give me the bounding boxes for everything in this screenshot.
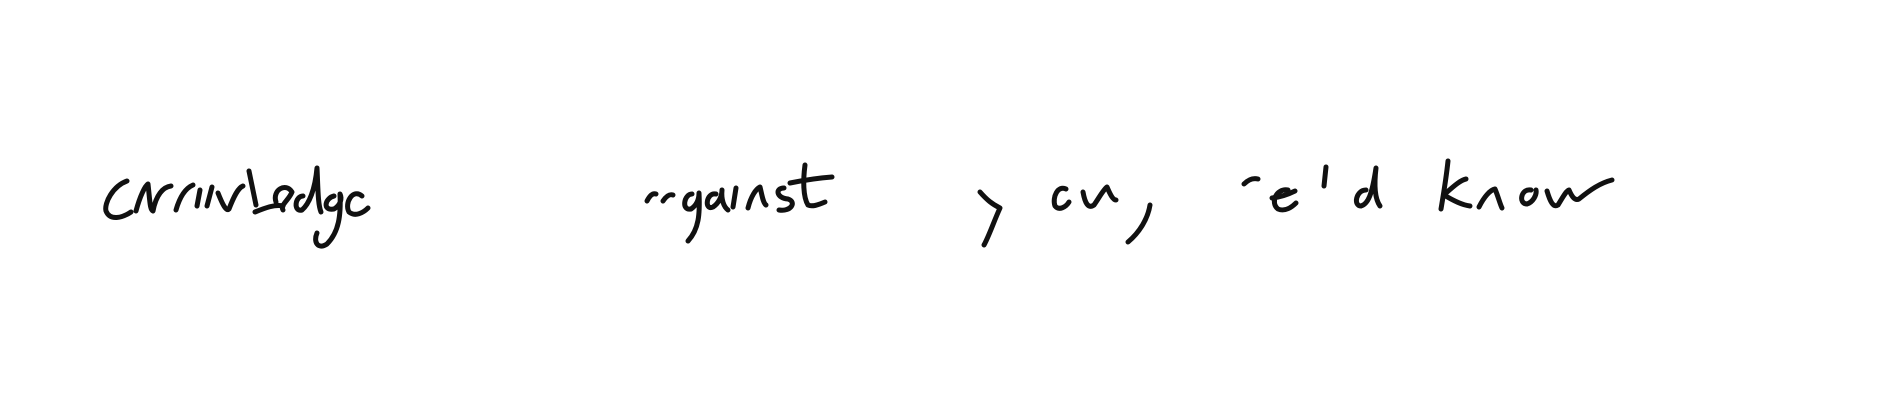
handwritten-word-1 — [106, 168, 368, 246]
handwritten-word-5 — [1441, 161, 1612, 209]
handwritten-word-3 — [980, 187, 1150, 245]
handwritten-word-2 — [647, 165, 832, 241]
handwritten-word-4 — [1244, 167, 1380, 210]
